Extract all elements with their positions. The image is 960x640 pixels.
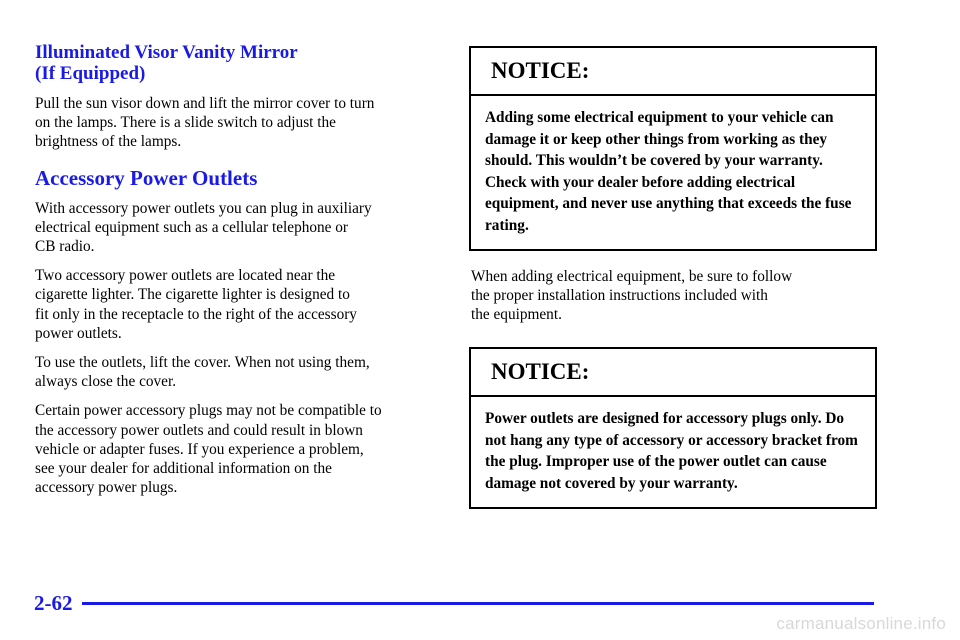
- visor-mirror-text: Pull the sun visor down and lift the mirror cover to turn on the lamps. There is a slide switch to adjust the brightness of the lamps.: [35, 95, 375, 151]
- notice-text: Adding some electrical equipment to your vehicle can damage it or keep other things from working as they should. This wouldn’t be covered by your warranty. Check with your dealer before adding electrical equipment, and never use anything that exceeds the fuse rating.: [485, 109, 852, 234]
- visor-heading-line-2: (If Equipped): [35, 63, 146, 84]
- outlets-paragraph-3: To use the outlets, lift the cover. When not using them, always close the cover.: [35, 354, 370, 391]
- notice-title: NOTICE:: [471, 349, 875, 397]
- watermark: carmanualsonline.info: [776, 614, 946, 633]
- outlets-paragraph-1: With accessory power outlets you can plug in auxiliary electrical equipment such as a cellular telephone or CB radio.: [35, 199, 372, 256]
- notice-text: Power outlets are designed for accessory plugs only. Do not hang any type of accessory or accessory bracket from the plug. Improper use of the power outlet can cause damage not covered by your warranty.: [485, 410, 858, 492]
- notice-box-outlets: [469, 347, 877, 508]
- outlets-paragraph-2: Two accessory power outlets are located near the cigarette lighter. The cigarette lighter is designed to fit only in the receptacle to the right of the accessory power outlets.: [35, 267, 357, 342]
- visor-mirror-heading: [35, 42, 440, 84]
- page-number: 2-62: [34, 591, 73, 615]
- outlets-paragraph-4: Certain power accessory plugs may not be compatible to the accessory power outlets and could result in blown vehicle or adapter fuses. If you experience a problem, see your dealer for additional information on the accessory power plugs.: [35, 402, 382, 497]
- installation-instructions-text: When adding electrical equipment, be sure to follow the proper installation instructions included with the equipment.: [471, 267, 793, 323]
- notice-title: NOTICE:: [471, 48, 875, 96]
- visor-heading-line-1: Illuminated Visor Vanity Mirror: [35, 42, 298, 63]
- notice-box-electrical: [469, 46, 877, 251]
- power-outlets-heading: Accessory Power Outlets: [35, 165, 258, 190]
- footer-rule: [82, 602, 874, 605]
- left-column: [35, 42, 440, 507]
- right-column: [469, 46, 877, 509]
